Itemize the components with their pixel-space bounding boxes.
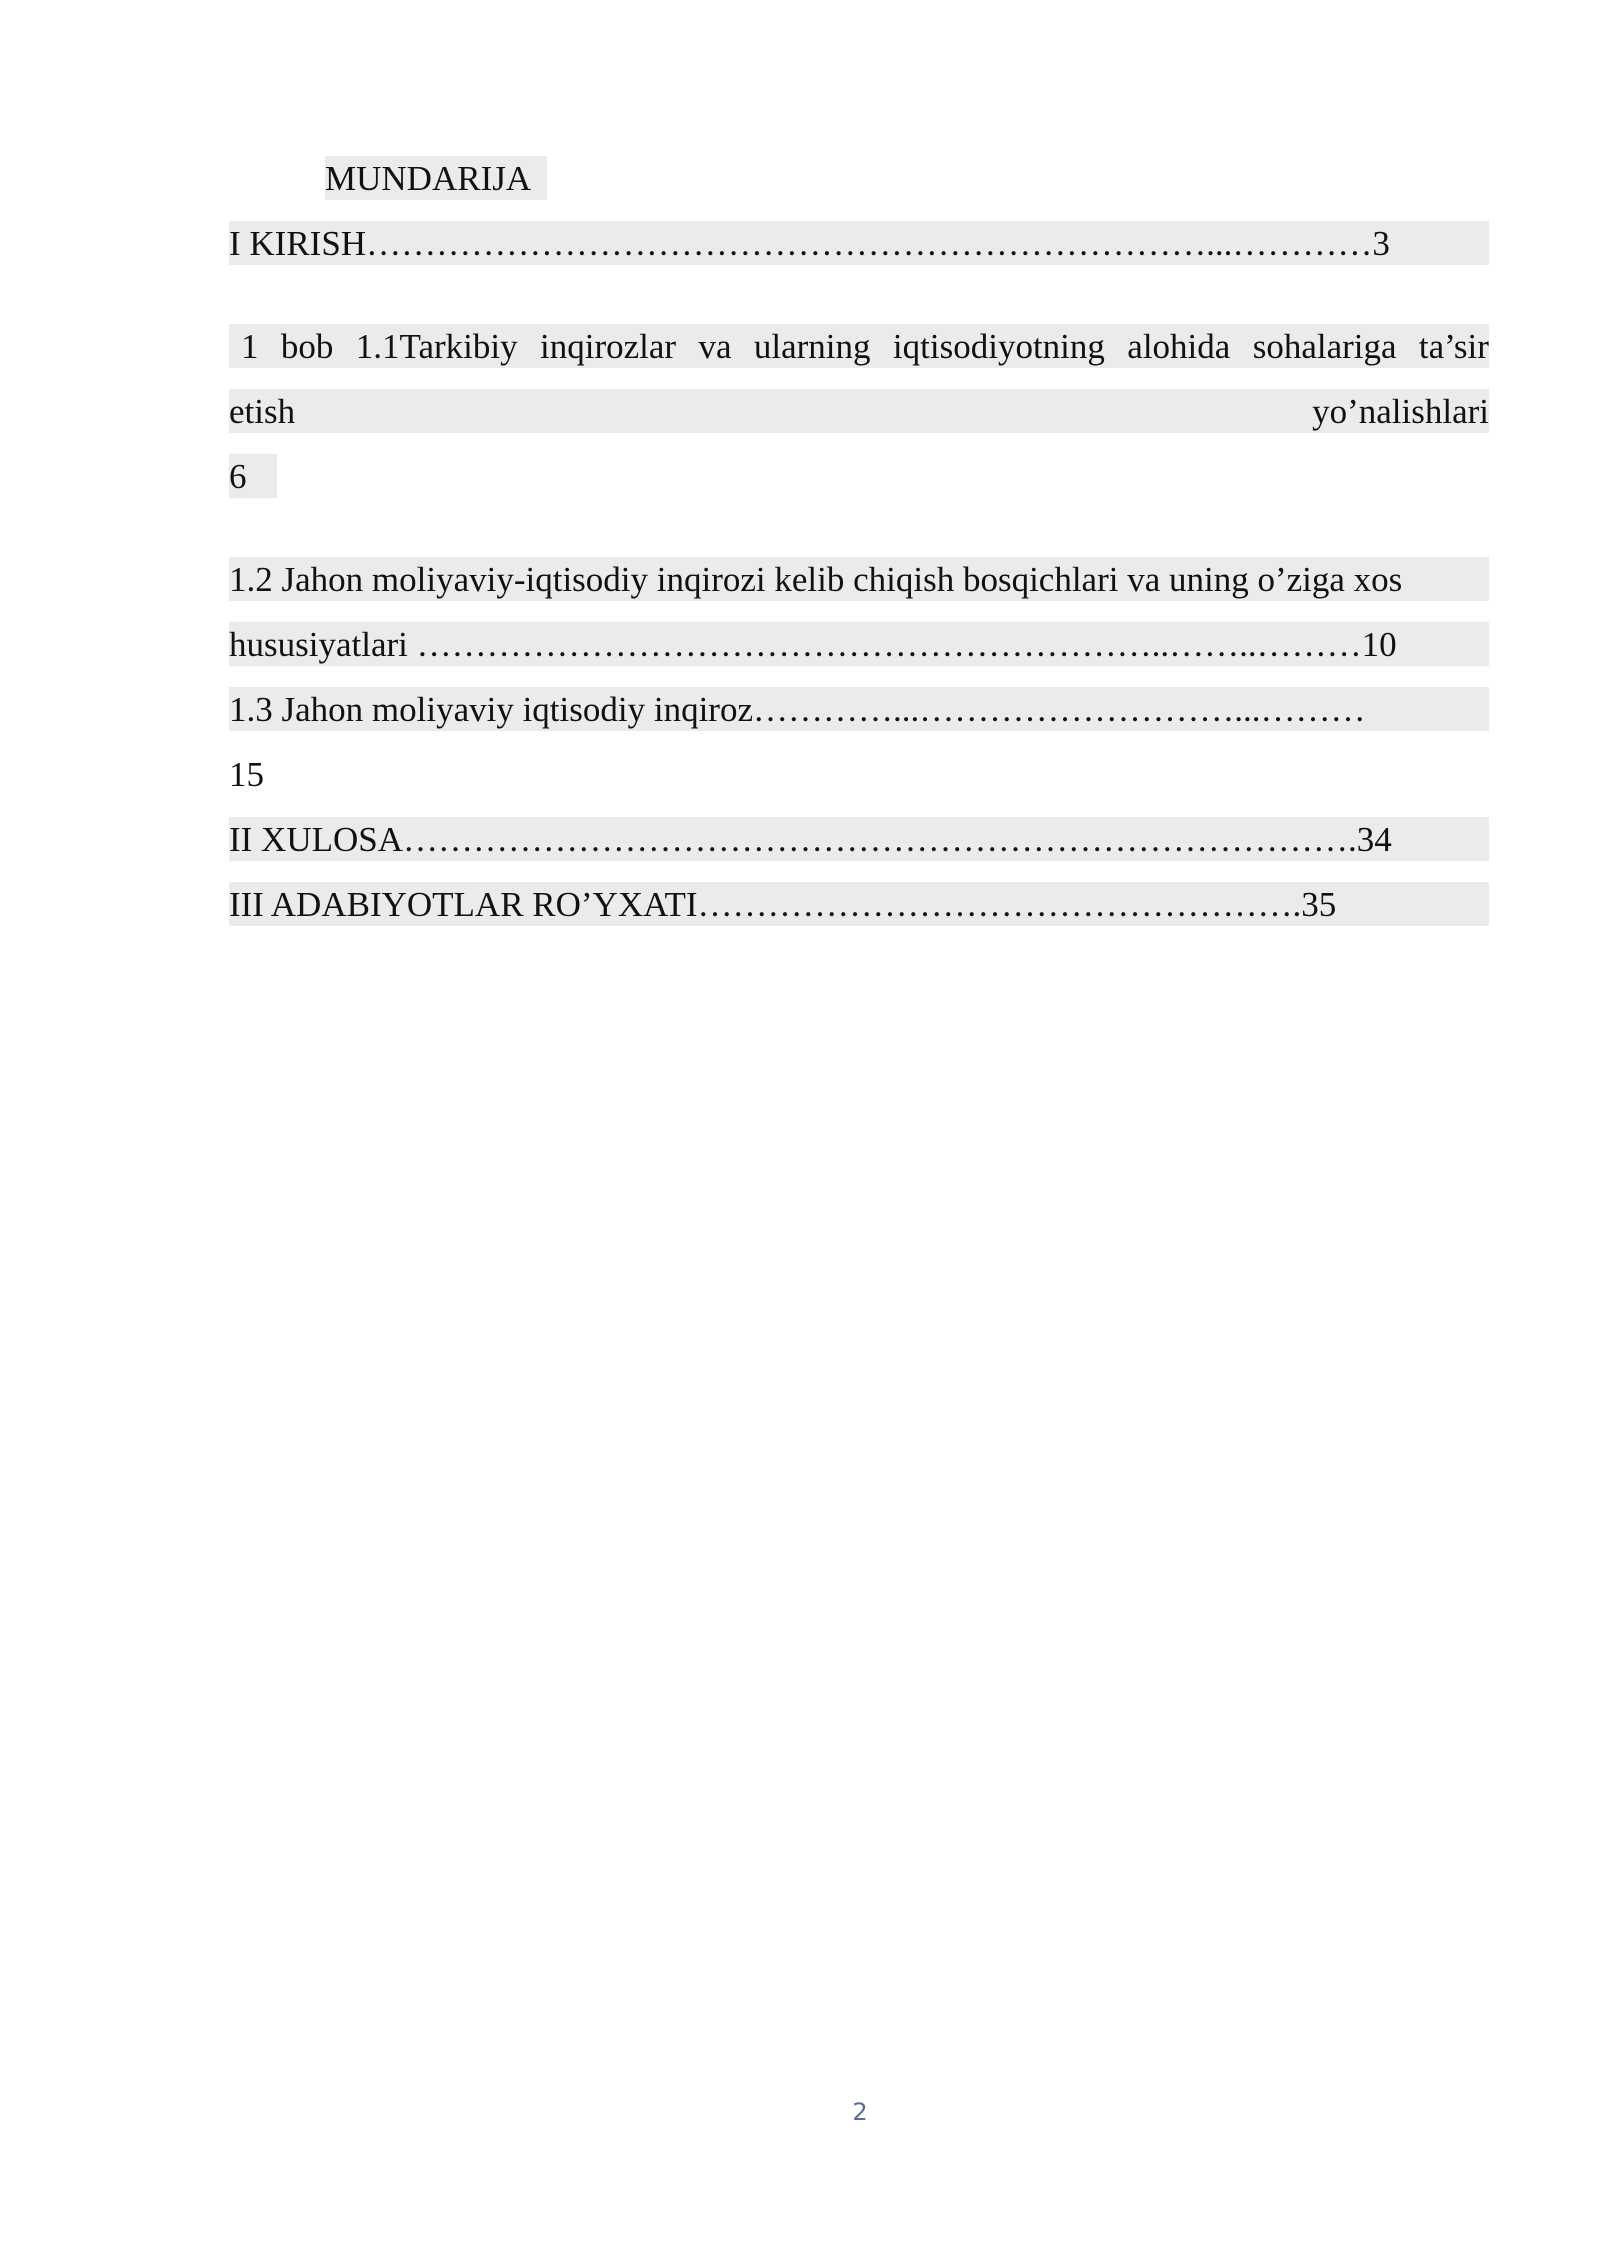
toc-entry-1-1[interactable] bbox=[229, 314, 1489, 379]
toc-entry-1-3[interactable] bbox=[229, 677, 1489, 742]
toc-entry-1-2-cont[interactable] bbox=[229, 612, 1489, 677]
toc-entry-text: 1.3 Jahon moliyaviy iqtisodiy inqiroz…………...………………………...……… bbox=[229, 690, 1366, 729]
toc-title-row bbox=[229, 146, 1489, 211]
word: ta’sir bbox=[1418, 327, 1489, 366]
word: bob bbox=[280, 327, 334, 366]
toc-entry-text: III ADABIYOTLAR RO’YXATI…………………………………………….35 bbox=[229, 885, 1337, 924]
toc-entry-line bbox=[241, 314, 1489, 379]
table-of-contents bbox=[229, 146, 1489, 937]
toc-entry-text: yo’nalishlari bbox=[1312, 392, 1489, 431]
toc-entry-text: hususiyatlari ………………………………………………………..……..………10 bbox=[229, 625, 1397, 664]
toc-page-number: 15 bbox=[229, 755, 264, 794]
toc-entry-text: etish bbox=[229, 392, 296, 431]
page-number: 2 bbox=[852, 2098, 868, 2126]
toc-page-number: 6 bbox=[229, 457, 247, 496]
word: sohalariga bbox=[1252, 327, 1397, 366]
word: alohida bbox=[1127, 327, 1231, 366]
entry-highlight bbox=[229, 389, 1489, 433]
word: va bbox=[698, 327, 732, 366]
word: 1.1Tarkibiy bbox=[355, 327, 518, 366]
word: inqirozlar bbox=[540, 327, 677, 366]
toc-entry-1-1-page[interactable] bbox=[229, 444, 1489, 509]
word: 1 bbox=[241, 327, 259, 366]
word: iqtisodiyotning bbox=[892, 327, 1105, 366]
toc-entry-xulosa[interactable] bbox=[229, 807, 1489, 872]
toc-entry-1-2[interactable] bbox=[229, 547, 1489, 612]
toc-entry-adabiyotlar[interactable] bbox=[229, 872, 1489, 937]
toc-entry-text: 1.2 Jahon moliyaviy-iqtisodiy inqirozi kelib chiqish bosqichlari va uning o’ziga xos bbox=[229, 560, 1403, 599]
toc-entry-1-3-page[interactable] bbox=[229, 742, 1489, 807]
toc-entry-1-1-cont[interactable] bbox=[229, 379, 1489, 444]
toc-entry-kirish[interactable] bbox=[229, 211, 1489, 276]
toc-entry-text: II XULOSA……………………………………………………………………….34 bbox=[229, 820, 1392, 859]
toc-entry-text: I KIRISH………………………………………………………………...…………3 bbox=[229, 224, 1390, 263]
toc-title: MUNDARIJA bbox=[325, 159, 532, 198]
word: ularning bbox=[753, 327, 871, 366]
